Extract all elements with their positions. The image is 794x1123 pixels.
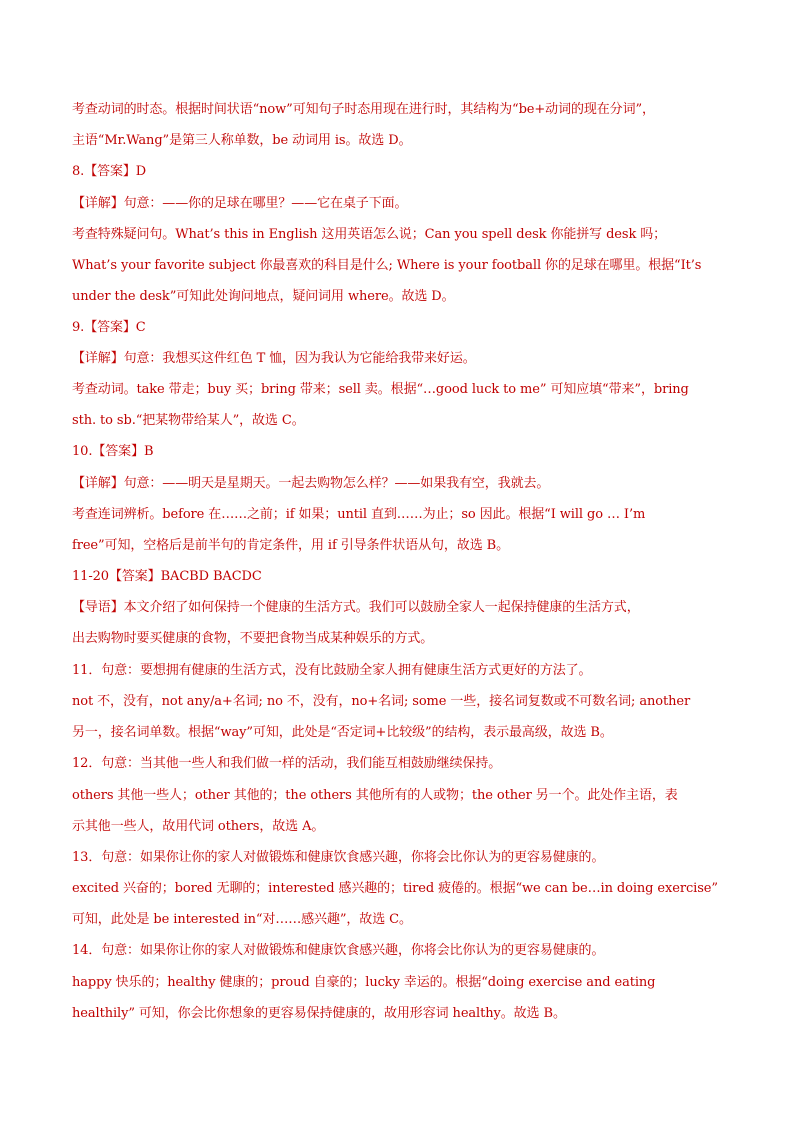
text-line: 示其他一些人，故用代词 others，故选 A。	[72, 819, 325, 834]
answer-heading-11-20: 11-20【答案】BACBD BACDC	[72, 569, 262, 584]
text-line: happy 快乐的；healthy 健康的；proud 自豪的；lucky 幸运的。根据“doing exercise and eating	[72, 975, 656, 990]
text-line: free”可知，空格后是前半句的肯定条件，用 if 引导条件状语从句，故选 B。	[72, 538, 509, 553]
answer-heading-10: 10.【答案】B	[72, 444, 154, 459]
text-line: 14．句意：如果你让你的家人对做锻炼和健康饮食感兴趣，你将会比你认为的更容易健康的。	[72, 943, 605, 958]
text-line: 【详解】句意：——你的足球在哪里？——它在桌子下面。	[72, 196, 408, 211]
text-line: 另一，接名词单数。根据“way”可知，此处是“否定词+比较级”的结构，表示最高级，故选 B。	[72, 725, 613, 740]
text-line: healthily” 可知，你会比你想象的更容易保持健康的，故用形容词 healthy。故选 B。	[72, 1006, 566, 1021]
text-line: 【详解】句意：我想买这件红色 T 恤，因为我认为它能给我带来好运。	[72, 351, 476, 366]
text-line: sth. to sb.“把某物带给某人”，故选 C。	[72, 413, 305, 428]
text-line: not 不，没有，not any/a+名词; no 不，没有，no+名词; some 一些，接名词复数或不可数名词; another	[72, 694, 691, 709]
text-line: What’s your favorite subject 你最喜欢的科目是什么; Where is your football 你的足球在哪里。根据“It’s	[72, 258, 702, 273]
text-line: 【导语】本文介绍了如何保持一个健康的生活方式。我们可以鼓励全家人一起保持健康的生活方式，	[72, 600, 640, 615]
text-line: 出去购物时要买健康的食物，不要把食物当成某种娱乐的方式。	[72, 631, 434, 646]
answer-heading-9: 9.【答案】C	[72, 320, 146, 335]
text-line: 12．句意：当其他一些人和我们做一样的活动，我们能互相鼓励继续保持。	[72, 756, 502, 771]
text-line: excited 兴奋的；bored 无聊的；interested 感兴趣的；tired 疲倦的。根据“we can be…in doing exercise”	[72, 881, 718, 896]
text-line: 可知，此处是 be interested in“对……感兴趣”，故选 C。	[72, 912, 412, 927]
text-line: under the desk”可知此处询问地点，疑问词用 where。故选 D。	[72, 289, 455, 304]
text-line: 11．句意：要想拥有健康的生活方式，没有比鼓励全家人拥有健康生活方式更好的方法了。	[72, 663, 592, 678]
text-line: 主语“Mr.Wang”是第三人称单数，be 动词用 is。故选 D。	[72, 133, 412, 148]
text-line: 考查特殊疑问句。What’s this in English 这用英语怎么说；Can you spell desk 你能拼写 desk 吗；	[72, 227, 667, 242]
text-line: others 其他一些人；other 其他的；the others 其他所有的人或物；the other 另一个。此处作主语，表	[72, 788, 678, 803]
text-line: 考查连词辨析。before 在……之前；if 如果；until 直到……为止；so 因此。根据“I will go … I’m	[72, 507, 646, 522]
text-line: 考查动词。take 带走；buy 买；bring 带来；sell 卖。根据“…good luck to me” 可知应填“带来”，bring	[72, 382, 689, 397]
text-line: 【详解】句意：——明天是星期天。一起去购物怎么样？——如果我有空，我就去。	[72, 476, 550, 491]
answer-heading-8: 8.【答案】D	[72, 164, 147, 179]
text-line: 考查动词的时态。根据时间状语“now”可知句子时态用现在进行时，其结构为“be+动词的现在分词”，	[72, 102, 655, 117]
text-line: 13．句意：如果你让你的家人对做锻炼和健康饮食感兴趣，你将会比你认为的更容易健康的。	[72, 850, 605, 865]
